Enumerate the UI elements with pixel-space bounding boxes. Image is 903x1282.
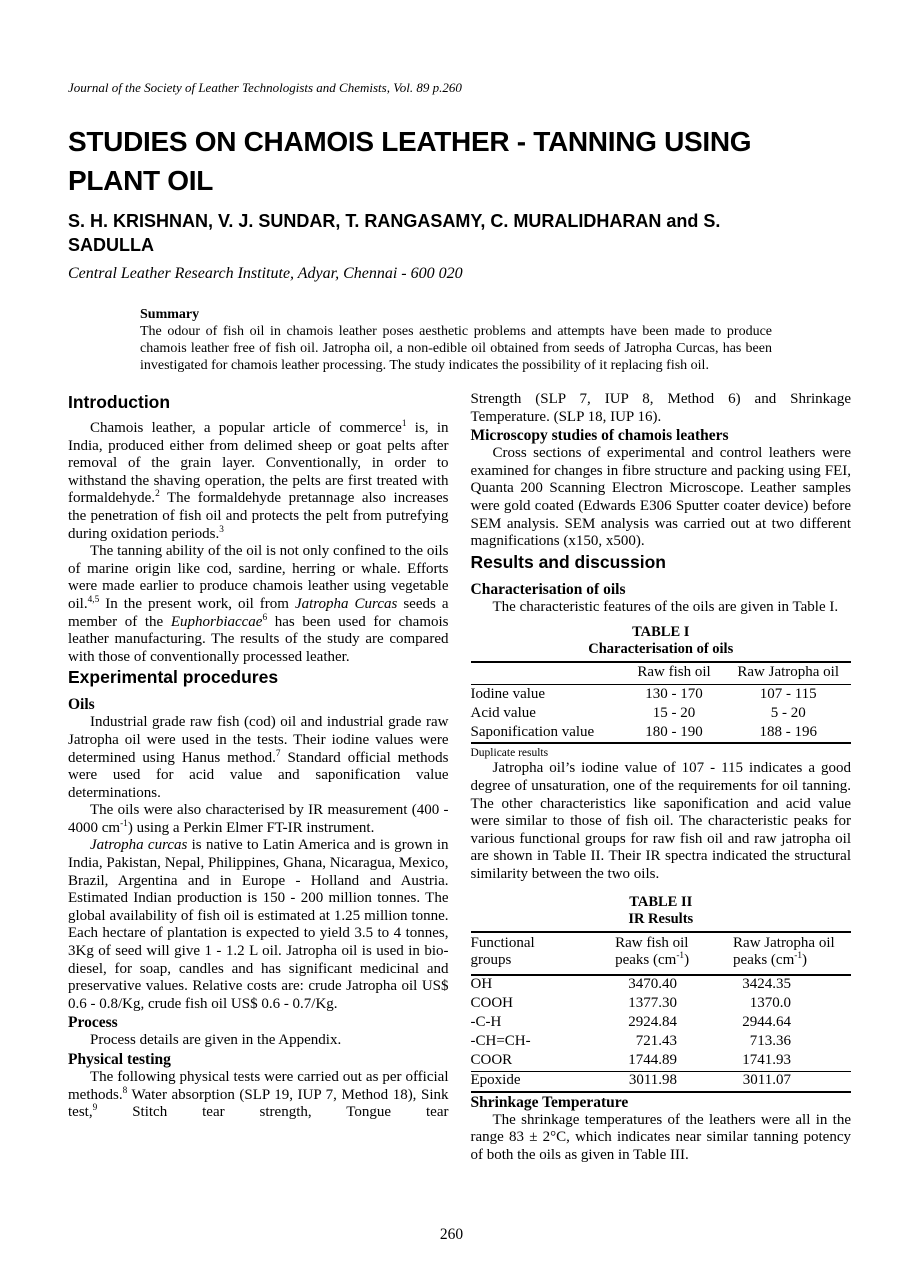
microscopy-paragraph: Cross sections of experimental and control leathers were examined for changes in fibre structure and packing using FEI, Quanta 200 Scanning Electron Microscope. Leather samples were gold coated (Edwards E306 Sputter coater device) before SEM analysis. SEM analysis was carried out at two different magnifications (x150, x500). bbox=[470, 445, 851, 550]
left-column bbox=[68, 391, 449, 1164]
paper-title-line-1: STUDIES ON CHAMOIS LEATHER - TANNING USING bbox=[68, 126, 752, 157]
table2-cell: 1370.0 bbox=[749, 995, 791, 1011]
oils-paragraph-2: The oils were also characterised by IR measurement (400 - 4000 $cm^{-1}$) using a Perkin Elmer FT-IR instrument. bbox=[68, 802, 449, 836]
table2-cell: COOR bbox=[470, 1052, 513, 1068]
table1-header-empty-cell bbox=[471, 662, 623, 685]
table-ir-results bbox=[471, 931, 852, 1093]
table2-cell: 1744.89 bbox=[628, 1052, 678, 1068]
table-row bbox=[471, 704, 852, 723]
subheading-shrinkage-temperature: Shrinkage Temperature bbox=[470, 1093, 629, 1111]
table1-footnote: Duplicate results bbox=[470, 747, 549, 760]
table2-label: TABLE II bbox=[629, 893, 693, 910]
table-row bbox=[471, 1014, 852, 1033]
paper-title bbox=[68, 122, 851, 200]
table1-cell: Iodine value bbox=[470, 685, 546, 702]
table2-cell: -C-H bbox=[470, 1014, 502, 1030]
table2-header-jatropha-peaks: Raw Jatropha oil peaks $(cm^{-1})$ bbox=[733, 932, 851, 975]
subheading-microscopy: Microscopy studies of chamois leathers bbox=[470, 427, 729, 445]
process-paragraph: Process details are given in the Appendix. bbox=[90, 1032, 342, 1049]
subheading-process: Process bbox=[68, 1014, 118, 1032]
author-line-1: S. H. KRISHNAN, V. J. SUNDAR, T. RANGASAMY, C. MURALIDHARAN and S. bbox=[68, 211, 721, 231]
section-heading-results: Results and discussion bbox=[470, 551, 666, 572]
table1-header-jatropha: Raw Jatropha oil bbox=[725, 662, 851, 685]
two-column-body bbox=[68, 391, 851, 1164]
table2-cell: 3424.35 bbox=[742, 976, 791, 992]
table2-cell: -CH=CH- bbox=[470, 1033, 531, 1049]
table2-header-row bbox=[471, 932, 852, 975]
table2-cell: 2924.84 bbox=[628, 1014, 678, 1030]
oils-paragraph-1: Industrial grade raw fish (cod) oil and industrial grade raw Jatropha oil were used in the tests. Their iodine values were determined using Hanus method.$^7$ Standard official methods were used for acid value and saponification value determinations. bbox=[68, 714, 449, 801]
table-row bbox=[471, 723, 852, 743]
table2-cell: 721.43 bbox=[635, 1033, 678, 1049]
section-heading-introduction: Introduction bbox=[68, 392, 171, 412]
section-heading-experimental: Experimental procedures bbox=[68, 667, 279, 688]
oils-paragraph-3: Jatropha curcas is native to Latin America and is grown in India, Pakistan, Nepal, Philippines, Ghana, Nicaragua, Mexico, Brazil, Argentina and in Europe - Holland and Austria. Estimated Indian production is 150 - 200 million tonnes. The global availability of fish oil is estimated at 1.25 million tonne. Each hectare of plantation is expected to yield 3.5 to 4 tonnes, 3Kg of seed will give 1 - 1.2 L oil. Jatropha oil is used in bio-diesel, for soap, candles and has significant medicinal and preservative values. Relative costs are: crude Jatropha oil US$ 0.6 - 0.8/Kg, crude fish oil US$ 0.6 - 0.7/Kg. bbox=[68, 837, 449, 1012]
physical-testing-paragraph: The following physical tests were carried out as per official methods.$^8$ Water absorption (SLP 19, IUP 7, Method 18), Sink test,$^9$ Stitch tear strength, Tongue tear bbox=[68, 1069, 449, 1121]
author-list bbox=[68, 209, 851, 257]
summary-heading: Summary bbox=[140, 307, 200, 322]
table2-cell: 3011.07 bbox=[733, 1071, 851, 1092]
table2-cell: COOH bbox=[470, 995, 514, 1011]
table2-cell: 713.36 bbox=[749, 1033, 791, 1049]
table1-cell: 15 - 20 bbox=[652, 704, 696, 721]
characterisation-paragraph-2: Jatropha oil’s iodine value of 107 - 115 indicates a good degree of unsaturation, one of the requirements for oil tanning. The other characteristics like saponification and acid value were similar to those of fish oil. The characteristic peaks for various functional groups for raw fish oil and raw jatropha oil are shown in Table II. Their IR spectra indicated the structural similarity between the two oils. bbox=[470, 760, 851, 882]
intro-paragraph-2: The tanning ability of the oil is not only confined to the oils of marine origin like cod, sardine, herring or whale. Efforts were made earlier to produce chamois leather using vegetable oil.$^{4,5}$ In the present work, oil from Jatropha Curcas seeds a member of the Euphorbiaccae$^6$ has been used for chamois leather manufacturing. The results of the study are compared with those of conventionally processed leather. bbox=[68, 543, 449, 665]
table2-header-functional-groups: Functional groups bbox=[471, 932, 616, 975]
subheading-oils: Oils bbox=[68, 696, 95, 714]
table2-title: IR Results bbox=[628, 910, 694, 927]
table-row bbox=[471, 1033, 852, 1052]
summary-section bbox=[140, 306, 772, 374]
table1-header-fish: Raw fish oil bbox=[623, 662, 726, 685]
table-row bbox=[471, 975, 852, 995]
table1-cell: 180 - 190 bbox=[645, 723, 703, 740]
paper-title-line-2: PLANT OIL bbox=[68, 165, 214, 196]
table-row-epoxide bbox=[471, 1071, 852, 1092]
subheading-physical-testing: Physical testing bbox=[68, 1051, 171, 1068]
author-line-2: SADULLA bbox=[68, 235, 154, 255]
table2-cell: 1377.30 bbox=[628, 995, 678, 1011]
table1-cell: 130 - 170 bbox=[645, 685, 703, 702]
table1-cell: 188 - 196 bbox=[759, 723, 817, 740]
table1-cell: 5 - 20 bbox=[770, 704, 806, 721]
table1-caption bbox=[471, 624, 852, 658]
subheading-characterisation: Characterisation of oils bbox=[470, 580, 626, 598]
table2-cell: 3011.98 bbox=[615, 1071, 733, 1092]
table2-cell: Epoxide bbox=[471, 1071, 616, 1092]
table2-cell: 2944.64 bbox=[742, 1014, 791, 1030]
table-row bbox=[471, 685, 852, 705]
table2-caption bbox=[471, 894, 852, 928]
table1-cell: Acid value bbox=[470, 704, 536, 721]
intro-paragraph-1: Chamois leather, a popular article of commerce$^1$ is, in India, produced either from delimed sheep or goat pelts after removal of the grain layer. Conventionally, in order to withstand the shaving operation, the pelts are first treated with formaldehyde.$^2$ The formaldehyde pretannage also increases the penetration of fish oil and protects the pelt from putrefying during oxidation periods.$^3$ bbox=[68, 419, 449, 542]
table1-cell: Saponification value bbox=[470, 723, 595, 740]
table1-header-row bbox=[471, 662, 852, 685]
page-number: 260 bbox=[439, 1226, 464, 1243]
table1-title: Characterisation of oils bbox=[588, 641, 734, 658]
right-column bbox=[471, 391, 852, 1164]
table-row bbox=[471, 995, 852, 1014]
characterisation-paragraph-1: The characteristic features of the oils are given in Table I. bbox=[492, 598, 839, 615]
affiliation: Central Leather Research Institute, Adyar, Chennai - 600 020 bbox=[68, 265, 463, 282]
table2-cell: 1741.93 bbox=[742, 1052, 791, 1068]
physical-testing-continued-paragraph: Strength (SLP 7, IUP 8, Method 6) and Shrinkage Temperature. (SLP 18, IUP 16). bbox=[470, 391, 851, 425]
table2-cell: 3470.40 bbox=[628, 976, 678, 992]
table-characterisation-of-oils bbox=[471, 661, 852, 744]
table2-cell: OH bbox=[470, 976, 493, 992]
table1-cell: 107 - 115 bbox=[759, 685, 817, 702]
shrinkage-paragraph: The shrinkage temperatures of the leathers were all in the range 83 ± 2°C, which indicates near similar tanning potency of both the oils as given in Table III. bbox=[470, 1111, 851, 1163]
summary-text: The odour of fish oil in chamois leather poses aesthetic problems and attempts have been made to produce chamois leather free of fish oil. Jatropha oil, a non-edible oil obtained from seeds of Jatropha Curcas, has been investigated for chamois leather processing. The study indicates the possibility of it replacing fish oil. bbox=[140, 324, 772, 373]
table-row bbox=[471, 1052, 852, 1072]
journal-header: Journal of the Society of Leather Technologists and Chemists, Vol. 89 p.260 bbox=[68, 80, 462, 95]
table1-label: TABLE I bbox=[632, 624, 690, 641]
table2-header-fish-peaks: Raw fish oil peaks $(cm^{-1})$ bbox=[615, 932, 733, 975]
